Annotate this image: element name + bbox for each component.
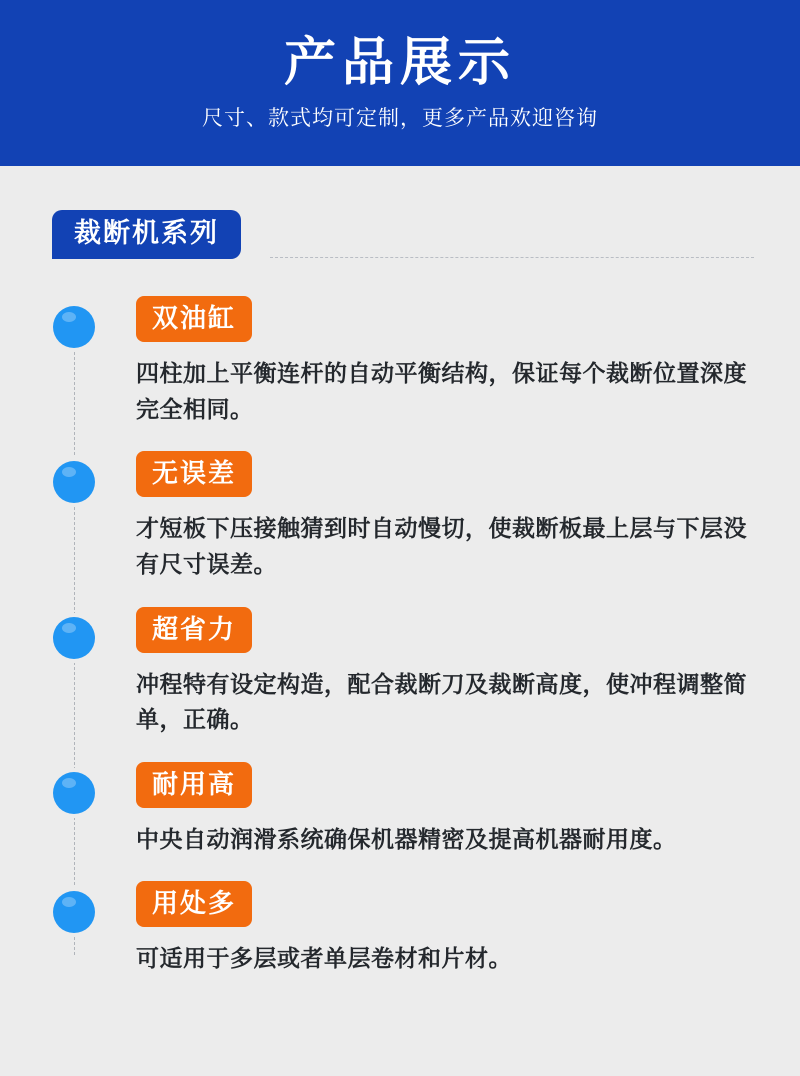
feature-description: 四柱加上平衡连杆的自动平衡结构，保证每个裁断位置深度完全相同。 [136, 360, 747, 422]
timeline-dot-icon [53, 306, 95, 348]
list-item [0, 881, 800, 977]
feature-description: 冲程特有设定构造，配合裁断刀及裁断高度，使冲程调整简单，正确。 [136, 670, 747, 733]
feature-badge: 用处多 [136, 881, 252, 927]
feature-timeline [0, 296, 800, 977]
timeline-dot-icon [53, 461, 95, 503]
list-item [0, 451, 800, 582]
section-heading [0, 210, 800, 260]
timeline-dot-icon [53, 772, 95, 814]
timeline-dot-icon [53, 891, 95, 933]
feature-badge: 耐用高 [136, 762, 252, 808]
section-tag-label: 裁断机系列 [52, 210, 241, 259]
section-divider [270, 257, 754, 258]
feature-description: 才短板下压接触猜到时自动慢切，使裁断板最上层与下层没有尺寸误差。 [136, 515, 747, 577]
list-item [0, 607, 800, 738]
feature-description: 可适用于多层或者单层卷材和片材。 [136, 945, 512, 972]
list-item [0, 762, 800, 858]
list-item [0, 296, 800, 427]
feature-badge: 无误差 [136, 451, 252, 497]
page-header [0, 0, 800, 166]
feature-badge: 超省力 [136, 607, 252, 653]
timeline-dot-icon [53, 617, 95, 659]
feature-badge: 双油缸 [136, 296, 252, 342]
page-title: 产品展示 [283, 33, 516, 92]
feature-description: 中央自动润滑系统确保机器精密及提高机器耐用度。 [136, 825, 677, 852]
page-subtitle: 尺寸、款式均可定制，更多产品欢迎咨询 [202, 107, 598, 130]
